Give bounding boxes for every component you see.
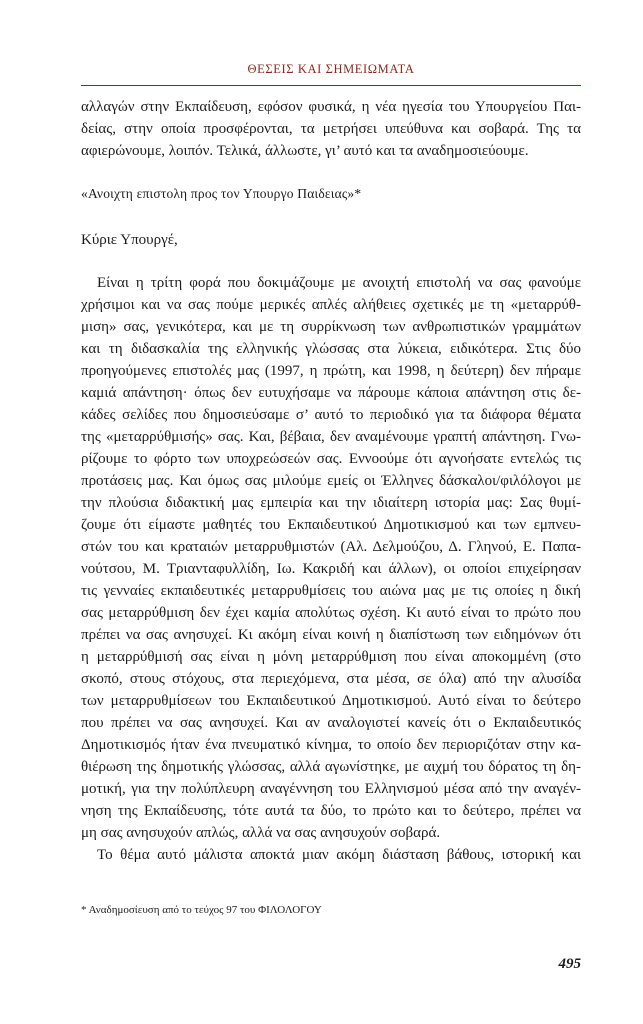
text-line: η μεταρρύθμισή σας είναι η μόνη μεταρρύθμιση που είναι αποκομμένη (στο [81,649,581,665]
text-line: μιση» σας, γενικότερα, και με τη συρρίκνωση των ανθρωπιστικών γραμμάτων [81,319,581,335]
text-line: προτάσεις μας. Και όμως σας μιλούμε εμείς οι Έλληνες δάσκαλοι/φιλόλογοι με [81,473,581,489]
text-line: τις γενναίες εκπαιδευτικές μεταρρυθμίσεις του αιώνα μας με τις οποίες η δική [81,583,581,599]
text-line: κάδες σελίδες που δημοσιεύσαμε σ’ αυτό το περιοδικό για τα διάφορα θέματα [81,407,581,423]
text-line: αφιερώνουμε, λοιπόν. Τελικά, άλλωστε, γι’ αυτό και τα αναδημοσιεύουμε. [81,143,529,159]
text-line: πρέπει να σας ανησυχεί. Κι ακόμη είναι κοινή η διαπίστωση των ειδημόνων ότι [81,627,581,643]
running-head: ΘΕΣΕΙΣ ΚΑΙ ΣΗΜΕΙΩΜΑΤΑ [247,62,415,76]
intro-paragraph [81,96,581,162]
letter-title: «Ανοιχτη επιστολη προς τον Υπουργο Παιδειας»* [81,186,362,201]
text-line: ρίζουμε το φόρτο των υποχρεώσεών σας. Εννοούμε ότι αγνοήσατε εντελώς τις [81,451,581,467]
text-line: προηγούμενες επιστολές μας (1997, η πρώτη, και 1998, η δεύτερη) δεν πήραμε [81,363,581,379]
text-line: στών του και κραταιών μεταρρυθμιστών (Αλ. Δελμούζου, Δ. Γληνού, Ε. Παπα- [81,539,581,555]
text-line: αλλαγών στην Εκπαίδευση, εφόσον φυσικά, η νέα ηγεσία του Υπουργείου Παι- [81,99,581,115]
text-line: μοτική, για την πολύπλευρη αναγέννηση του Ελληνισμού μέσα από την αναγέν- [81,781,581,797]
text-line: σκοπό, στους στόχους, στα περιεχόμενα, στα μέσα, σε όλα) από την αλυσίδα [81,671,581,687]
text-line: ζουμε ότι είμαστε μαθητές του Εκπαιδευτικού Δημοτικισμού και των εμπνευ- [81,517,581,533]
text-line: και τη διδασκαλία της ελληνικής γλώσσας στα λύκεια, ειδικότερα. Στις δύο [81,341,581,357]
header-rule [81,85,581,86]
text-line: δείας, στην οποία προσφέρονται, τα μετρήσει υπεύθυνα και σοβαρά. Της τα [81,121,581,137]
text-line: μη σας ανησυχούν απλώς, αλλά να σας ανησυχούν σοβαρά. [81,825,441,841]
text-line: Είναι η τρίτη φορά που δοκιμάζουμε με ανοιχτή επιστολή να σας φανούμε [97,275,581,291]
text-line: θιέρωση της δημοτικής γλώσσας, αλλά αγωνίστηκε, με αιχμή του δόρατος τη δη- [81,759,581,775]
text-line: την πλούσια διδακτική μας εμπειρία και την ιδιαίτερη ιστορία μας: Σας θυμί- [81,495,581,511]
text-line: χρήσιμοι και να σας πούμε μερικές απλές αλήθειες σχετικές με τη «μεταρρύθ- [81,297,581,313]
letter-body [81,272,581,866]
text-line: σας μεταρρύθμιση δεν έχει καμία απολύτως σχέση. Κι αυτό είναι το πρώτο που [81,605,581,621]
text-line: νούτσου, Μ. Τριανταφυλλίδη, Ιω. Κακριδή και άλλων), οι οποίοι επιχείρησαν [81,561,581,577]
text-line: καμιά απάντηση· όπως δεν ευτυχήσαμε να πάρουμε κάποια απάντηση στις δε- [81,385,581,401]
text-line: Το θέμα αυτό μάλιστα αποκτά μιαν ακόμη διάσταση βάθους, ιστορική και [97,847,581,863]
text-line: Δημοτικισμός ήταν ένα πνευματικό κίνημα, το οποίο δεν περιοριζόταν στην κα- [81,737,581,753]
page-number: 495 [558,956,581,972]
text-line: της «μεταρρύθμισής» σας. Και, βέβαια, δεν αναμένουμε γραπτή απάντηση. Γνω- [81,429,581,445]
text-line: νηση της Εκπαίδευσης, τότε αυτά τα δύο, το πρώτο και το δεύτερο, πρέπει να [81,803,581,819]
footnote: * Αναδημοσίευση από το τεύχος 97 του ΦΙΛΟΛΟΓΟΥ [81,904,322,916]
text-line: που πρέπει να σας ανησυχεί. Και αν αναλογιστεί κανείς ότι ο Εκπαιδευτικός [81,715,581,731]
text-line: των μεταρρυθμίσεων του Εκπαιδευτικού Δημοτικισμού. Αυτό είναι το δεύτερο [81,693,581,709]
salutation: Κύριε Υπουργέ, [81,232,178,248]
